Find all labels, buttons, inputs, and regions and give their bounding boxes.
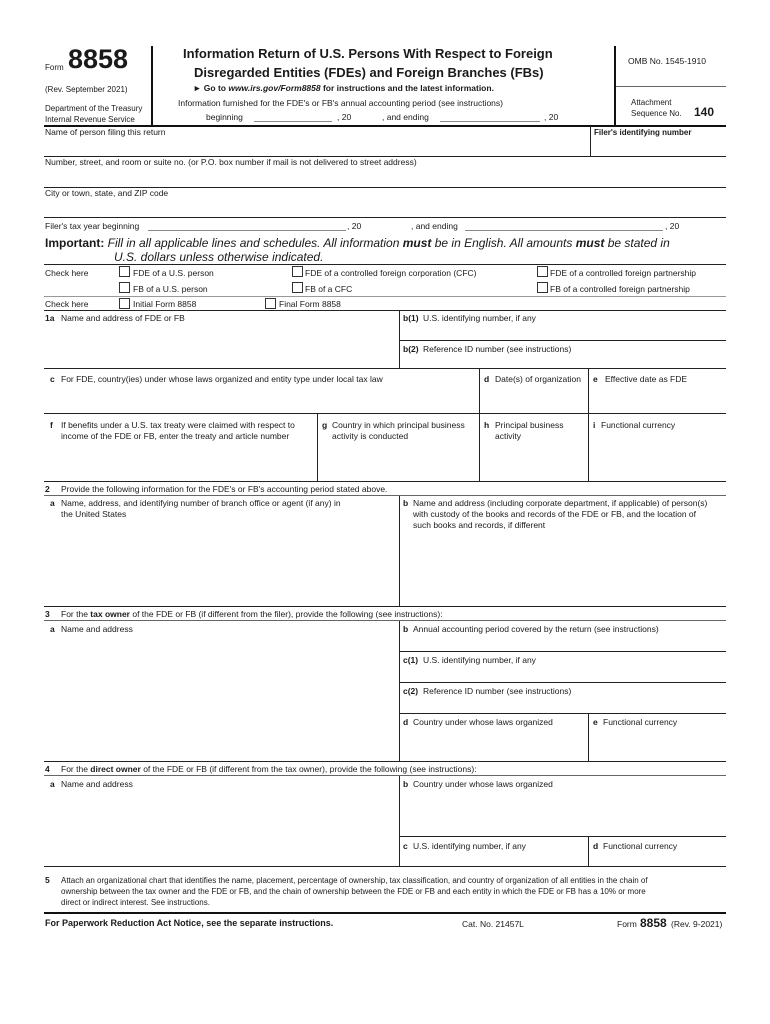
line-1d-number: d (484, 374, 490, 384)
line-2-divider (399, 496, 400, 606)
period-ending-label: , and ending (382, 112, 429, 122)
rule-3b (399, 651, 726, 652)
line-2b-number: b (403, 498, 409, 508)
line-4a-label: Name and address (61, 779, 133, 789)
line-1g-label-1: Country in which principal business (332, 420, 465, 430)
line-1f-field[interactable] (44, 444, 316, 480)
line-4a-number: a (50, 779, 55, 789)
line-4d-divider (588, 837, 589, 866)
line-3c2-label: Reference ID number (see instructions) (423, 686, 572, 696)
important-label: Important: (45, 236, 105, 250)
attachment-label: Attachment (631, 98, 672, 107)
line-3b-field[interactable] (401, 636, 726, 650)
line-3e-number: e (593, 717, 598, 727)
line-1h-number: h (484, 420, 490, 430)
line-4c-label: U.S. identifying number, if any (413, 841, 526, 851)
line-4c-field[interactable] (401, 853, 587, 865)
line-4d-number: d (593, 841, 599, 851)
dept-treasury: Department of the Treasury (45, 104, 143, 113)
line-1f-label-2: income of the FDE or FB, enter the treaty and article number (61, 431, 290, 441)
initial-form-checkbox[interactable] (119, 298, 130, 309)
fde-cfc-label: FDE of a controlled foreign corporation (CFC) (305, 268, 477, 278)
tax-year-end-field[interactable] (465, 230, 663, 231)
omb-number: OMB No. 1545-1910 (628, 56, 706, 66)
line-3d-label: Country under whose laws organized (413, 717, 553, 727)
line-4-label (61, 764, 477, 775)
line-5-text-2: ownership between the tax owner and the FDE or FB, and the chain of ownership between the FDE or FB and each entity in which the FDE or FB has a 10% or more (61, 887, 646, 896)
line-3d-field[interactable] (401, 729, 587, 760)
line-4d-label: Functional currency (603, 841, 678, 851)
line-3c2-number: c(2) (403, 686, 419, 696)
line-3a-number: a (50, 624, 55, 634)
line-4a-field[interactable] (44, 791, 398, 865)
goto-prefix: ► Go to (193, 83, 229, 93)
line-5-text-1: Attach an organizational chart that identifies the name, placement, percentage of ownership, tax classification, and country of organization of all entities in the chain of (61, 876, 648, 885)
final-form-checkbox[interactable] (265, 298, 276, 309)
line-2a-label-1: Name, address, and identifying number of branch office or agent (if any) in (61, 498, 341, 508)
line-1g-number: g (322, 420, 328, 430)
fde-cfc-checkbox[interactable] (292, 266, 303, 277)
line-1b2-number: b(2) (403, 344, 419, 354)
rule-3c2 (399, 713, 726, 714)
line-3-label-bold: tax owner (90, 609, 130, 619)
line-3b-label: Annual accounting period covered by the return (see instructions) (413, 624, 659, 634)
important-text-3: be stated in (604, 236, 670, 250)
line-1e-number: e (593, 374, 598, 384)
line-4d-field[interactable] (590, 853, 726, 865)
line-2-label: Provide the following information for the FDE's or FB's accounting period stated above. (61, 484, 388, 494)
line-1f-number: f (50, 420, 53, 430)
tax-year-label: Filer's tax year beginning (45, 221, 140, 231)
check-here-label-1: Check here (45, 268, 89, 278)
tax-year-20-b: , 20 (665, 221, 680, 231)
important-must-2: must (575, 236, 605, 250)
line-3c1-label: U.S. identifying number, if any (423, 655, 536, 665)
line-1g-label-2: activity is conducted (332, 431, 409, 441)
footer-form-number: 8858 (640, 916, 667, 930)
rule-3-sub (44, 620, 726, 621)
omb-divider (616, 86, 726, 87)
goto-instructions (193, 83, 494, 94)
city-label: City or town, state, and ZIP code (45, 188, 169, 198)
rule-7 (44, 368, 726, 369)
line-1a-label: Name and address of FDE or FB (61, 313, 185, 323)
fde-us-person-checkbox[interactable] (119, 266, 130, 277)
rule-4-sub (44, 775, 726, 776)
line-3c1-number: c(1) (403, 655, 419, 665)
line-4b-field[interactable] (401, 791, 726, 835)
line-1i-field[interactable] (590, 433, 726, 480)
header-divider-left (151, 46, 153, 126)
line-2b-label-2: with custody of the books and records of the FDE or FB, and the location of (413, 509, 697, 519)
filer-id-field[interactable] (592, 138, 725, 156)
line-1e-field[interactable] (590, 386, 726, 412)
fb-us-person-checkbox[interactable] (119, 282, 130, 293)
important-line-1 (45, 236, 670, 250)
line-1d-divider (479, 369, 480, 413)
line-3-label (61, 609, 443, 620)
line-2a-number: a (50, 498, 55, 508)
rule-4 (44, 264, 726, 265)
fb-cfp-label: FB of a controlled foreign partnership (550, 284, 690, 294)
line-1d-field[interactable] (481, 386, 587, 412)
line-2a-label-2: the United States (61, 509, 127, 519)
important-text-1: Fill in all applicable lines and schedules. All information (107, 236, 403, 250)
line-1b1-number: b(1) (403, 313, 419, 323)
line-2-number: 2 (45, 484, 50, 494)
line-3e-field[interactable] (590, 729, 726, 760)
rule-8 (44, 413, 726, 414)
line-3a-field[interactable] (44, 636, 398, 760)
line-1f-label-1: If benefits under a U.S. tax treaty were claimed with respect to (61, 420, 295, 430)
line-4c-number: c (403, 841, 408, 851)
rule-9 (44, 481, 726, 482)
filer-name-field[interactable] (44, 127, 590, 156)
form-word: Form (45, 63, 64, 72)
line-2b-field[interactable] (401, 533, 726, 605)
city-field[interactable] (44, 199, 726, 216)
line-3-label-pre: For the (61, 609, 91, 619)
footer-rule (44, 912, 726, 914)
fde-cfp-label: FDE of a controlled foreign partnership (550, 268, 696, 278)
line-1h-label-1: Principal business (495, 420, 564, 430)
line-3-divider (399, 621, 400, 761)
line-3e-label: Functional currency (603, 717, 678, 727)
line-1a-number: 1a (45, 313, 55, 323)
line-4-divider (399, 776, 400, 866)
line-1c-field[interactable] (44, 386, 478, 412)
line-4-label-pre: For the (61, 764, 91, 774)
fde-us-person-label: FDE of a U.S. person (133, 268, 214, 278)
sequence-label: Sequence No. (631, 109, 682, 118)
line-1b1-field[interactable] (401, 325, 726, 339)
line-1a-field[interactable] (44, 325, 398, 367)
line-1g-field[interactable] (319, 444, 478, 480)
line-2b-label-1: Name and address (including corporate department, if applicable) of person(s) (413, 498, 708, 508)
line-3c1-field[interactable] (401, 667, 726, 681)
check-here-label-2: Check here (45, 299, 89, 309)
title-line-1: Information Return of U.S. Persons With Respect to Foreign (183, 46, 553, 61)
rule-4b (399, 836, 726, 837)
period-20-a: , 20 (337, 112, 352, 122)
line-5-number: 5 (45, 875, 50, 885)
footer-revision: (Rev. 9-2021) (671, 919, 723, 929)
line-1i-label: Functional currency (601, 420, 676, 430)
fde-cfp-checkbox[interactable] (537, 266, 548, 277)
tax-year-20-a: , 20 (347, 221, 362, 231)
line-4-label-bold: direct owner (90, 764, 141, 774)
rule-3c1 (399, 682, 726, 683)
line-1b2-field[interactable] (401, 355, 726, 367)
line-1b2-label: Reference ID number (see instructions) (423, 344, 572, 354)
line-1e-label: Effective date as FDE (605, 374, 688, 384)
rule-2-sub (44, 495, 726, 496)
line-3-label-post: of the FDE or FB (if different from the filer), provide the following (see instructions): (129, 609, 443, 619)
important-must-1: must (402, 236, 432, 250)
paperwork-notice: For Paperwork Reduction Act Notice, see the separate instructions. (45, 918, 334, 928)
important-line-2: U.S. dollars unless otherwise indicated. (114, 250, 324, 264)
line-1h-divider (479, 414, 480, 481)
street-field[interactable] (44, 168, 726, 186)
rule-12 (44, 866, 726, 867)
line-3d-number: d (403, 717, 409, 727)
period-beginning-field[interactable] (254, 121, 332, 122)
tax-year-begin-field[interactable] (148, 230, 346, 231)
form-revision: (Rev. September 2021) (45, 85, 128, 94)
rule-10 (44, 606, 726, 607)
rule-11 (44, 761, 726, 762)
goto-suffix: for instructions and the latest information. (320, 83, 494, 93)
line-3c2-field[interactable] (401, 698, 726, 712)
line-3b-number: b (403, 624, 409, 634)
line-1d-label: Date(s) of organization (495, 374, 581, 384)
line-4b-number: b (403, 779, 409, 789)
fb-cfp-checkbox[interactable] (537, 282, 548, 293)
line-5-text-3: direct or indirect interest. See instructions. (61, 898, 210, 907)
rule-3 (44, 217, 726, 218)
line-3a-label: Name and address (61, 624, 133, 634)
title-line-2: Disregarded Entities (FDEs) and Foreign Branches (FBs) (194, 65, 544, 80)
line-1c-label: For FDE, country(ies) under whose laws organized and entity type under local tax law (61, 374, 383, 384)
fb-cfc-label: FB of a CFC (305, 284, 353, 294)
line-2b-label-3: such books and records, if different (413, 520, 546, 530)
fb-cfc-checkbox[interactable] (292, 282, 303, 293)
dept-irs: Internal Revenue Service (45, 115, 135, 124)
filer-name-label: Name of person filing this return (45, 127, 166, 137)
line-4-label-post: of the FDE or FB (if different from the tax owner), provide the following (see instructions): (140, 764, 477, 774)
rule-1b (399, 340, 726, 341)
street-label: Number, street, and room or suite no. (or P.O. box number if mail is not delivered to street address) (45, 157, 417, 167)
line-1i-number: i (593, 420, 596, 430)
period-20-b: , 20 (544, 112, 559, 122)
line-3e-divider (588, 714, 589, 761)
line-1g-divider (317, 414, 318, 481)
important-text-2: be in English. All amounts (431, 236, 576, 250)
sequence-number: 140 (694, 105, 715, 119)
line-4b-label: Country under whose laws organized (413, 779, 553, 789)
tax-year-ending-label: , and ending (411, 221, 458, 231)
period-ending-field[interactable] (440, 121, 540, 122)
line-1c-number: c (50, 374, 55, 384)
irs-form-link[interactable]: www.irs.gov/Form8858 (228, 83, 321, 93)
line-1b1-label: U.S. identifying number, if any (423, 313, 536, 323)
line-1h-label-2: activity (495, 431, 521, 441)
period-beginning-label: beginning (206, 112, 243, 122)
line-3-number: 3 (45, 609, 50, 619)
final-form-label: Final Form 8858 (279, 299, 341, 309)
line-1i-divider (588, 414, 589, 481)
line-2a-field[interactable] (44, 522, 398, 605)
filer-id-label: Filer's identifying number (594, 128, 692, 137)
filer-id-divider (590, 126, 591, 157)
accounting-period-info: Information furnished for the FDE's or FB's annual accounting period (see instructions) (178, 98, 503, 108)
form-number: 8858 (68, 44, 129, 74)
fb-us-person-label: FB of a U.S. person (133, 284, 208, 294)
rule-6 (44, 310, 726, 311)
line-1h-field[interactable] (481, 444, 587, 480)
line-1e-divider (588, 369, 589, 413)
catalog-number: Cat. No. 21457L (462, 919, 524, 929)
initial-form-label: Initial Form 8858 (133, 299, 197, 309)
rule-5 (44, 296, 726, 297)
line-4-number: 4 (45, 764, 50, 774)
footer-form-word: Form (617, 919, 637, 929)
